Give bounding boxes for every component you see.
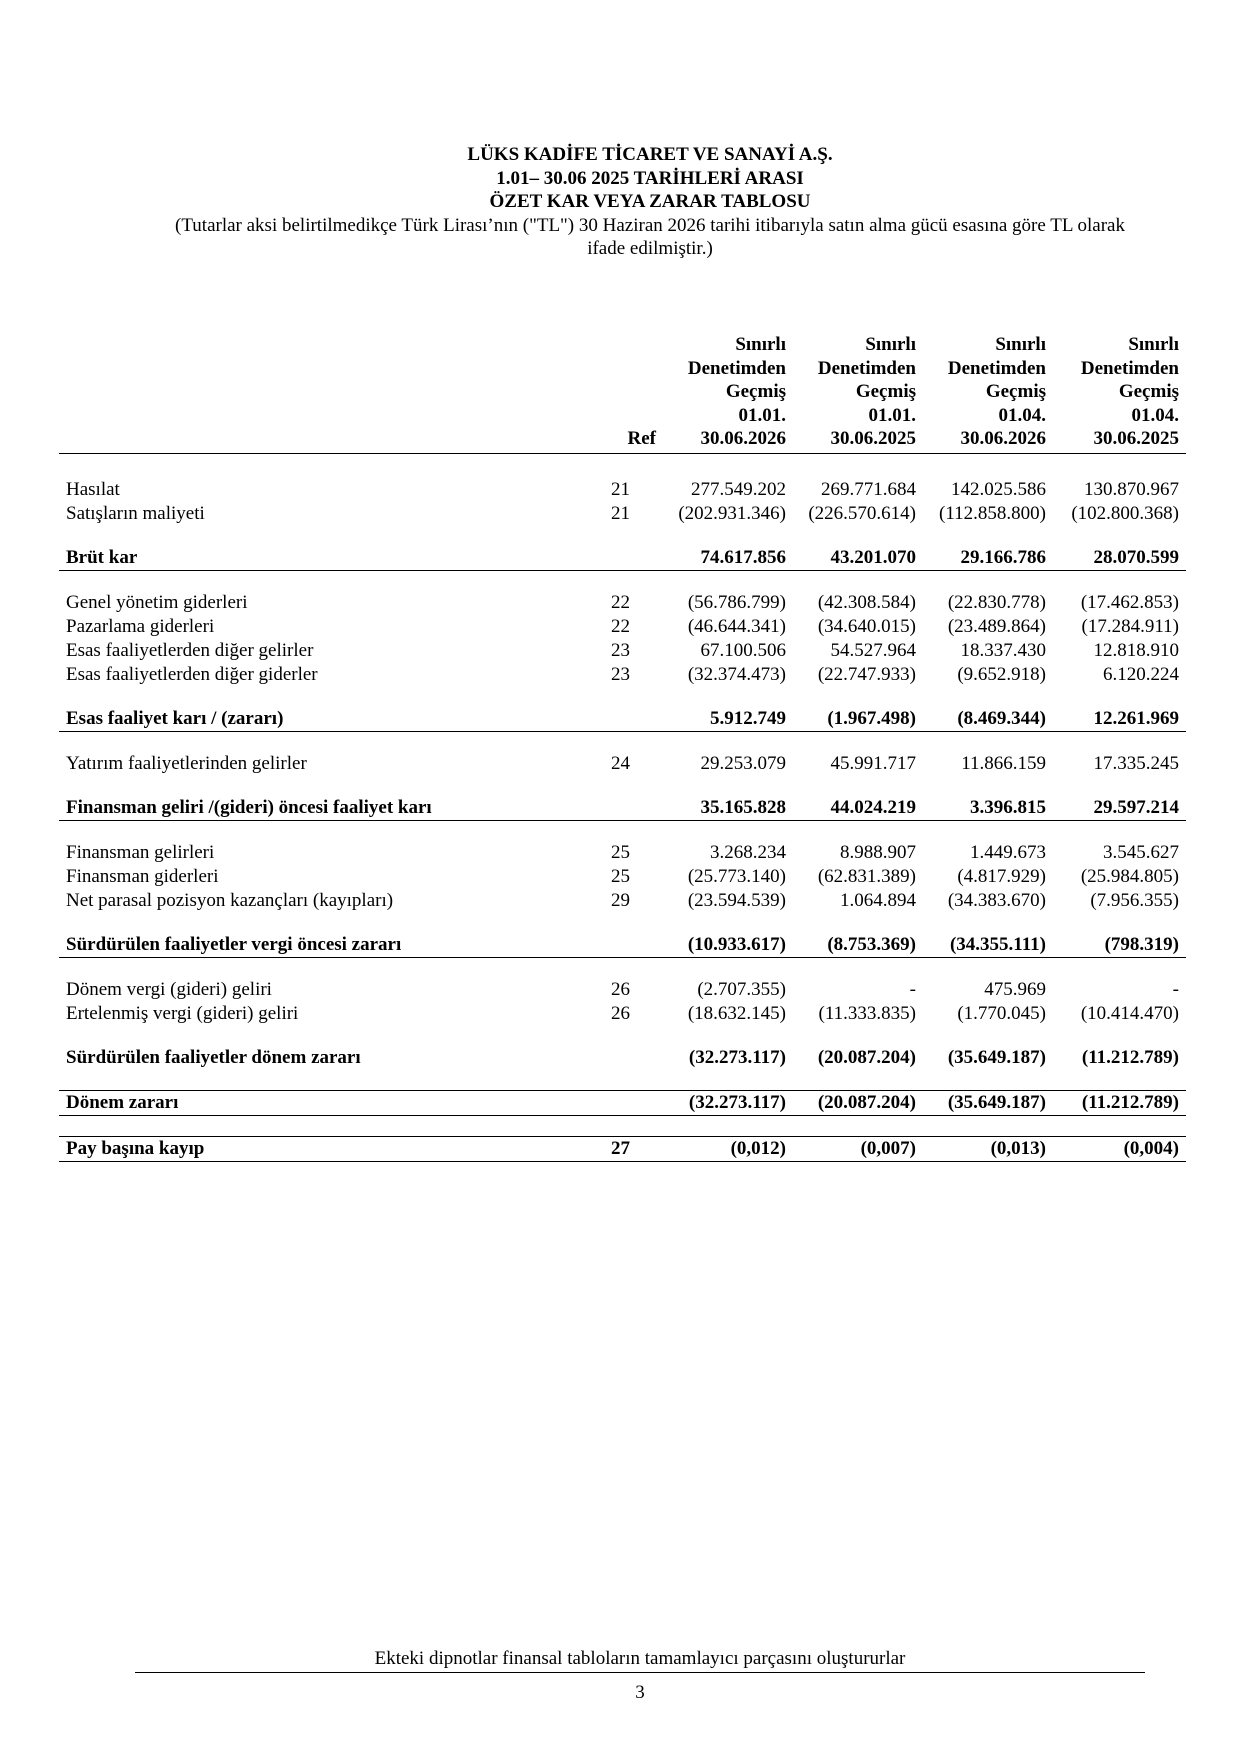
row-value: 11.866.159: [961, 752, 1046, 774]
row-ref: 24: [611, 752, 630, 774]
row-value: 269.771.684: [821, 478, 916, 500]
row-value: (32.374.473): [687, 663, 786, 685]
row-value: (9.652.918): [957, 663, 1046, 685]
row-label: Esas faaliyet karı / (zararı): [59, 707, 564, 732]
company-name: LÜKS KADİFE TİCARET VE SANAYİ A.Ş.: [467, 144, 833, 165]
row-ref: [564, 1046, 663, 1070]
row-surdurulen-donem: [59, 1046, 1186, 1070]
spacer-row: [59, 776, 1186, 796]
row-value: (112.858.800): [939, 502, 1046, 524]
column-header-line: 01.04.: [1131, 404, 1179, 426]
row-value: (0,004): [1053, 1136, 1186, 1161]
row-value: -: [1172, 978, 1179, 1000]
row-value: 12.818.910: [1093, 639, 1179, 661]
row-donem-zarari: [59, 1090, 1186, 1115]
row-hasilat: [59, 478, 1186, 502]
row-value: 6.120.224: [1103, 663, 1179, 685]
row-ref: [564, 933, 663, 958]
document-header: [100, 143, 1200, 261]
row-ref: 26: [611, 1002, 630, 1024]
row-value: 1.064.894: [840, 889, 916, 911]
spacer-row: [59, 526, 1186, 546]
row-value: (17.462.853): [1080, 591, 1179, 613]
column-header-line: Sınırlı: [1128, 334, 1179, 355]
row-label: Yatırım faaliyetlerinden gelirler: [66, 752, 307, 774]
row-value: (18.632.145): [687, 1002, 786, 1024]
row-value: -: [909, 978, 916, 1000]
row-value: (4.817.929): [957, 865, 1046, 887]
row-value: (102.800.368): [1071, 502, 1179, 524]
column-header-line: Sınırlı: [735, 334, 786, 355]
column-header-line: Sınırlı: [865, 334, 916, 355]
spacer-row: [59, 913, 1186, 933]
table-header-row: [59, 333, 1186, 453]
row-donem-vergi: [59, 978, 1186, 1002]
row-value: 28.070.599: [1053, 546, 1186, 571]
row-value: 29.166.786: [923, 546, 1053, 571]
row-value: (2.707.355): [697, 978, 786, 1000]
spacer-row: [59, 1026, 1186, 1046]
row-label: Dönem vergi (gideri) geliri: [66, 978, 272, 1000]
row-value: 45.991.717: [830, 752, 916, 774]
row-ref: [564, 707, 663, 732]
row-value: (17.284.911): [1081, 615, 1179, 637]
column-header-line: Denetimden: [687, 357, 786, 379]
row-ref: 21: [611, 478, 630, 500]
column-header-line: 01.01.: [868, 404, 916, 426]
row-ref: 23: [611, 663, 630, 685]
row-value: 12.261.969: [1053, 707, 1186, 732]
spacer-row: [59, 453, 1186, 478]
row-label: Finansman giderleri: [66, 865, 219, 887]
column-header-line: Sınırlı: [995, 334, 1046, 355]
row-finansman-gider: [59, 865, 1186, 889]
column-header-1: [663, 333, 793, 453]
column-header-4: [1053, 333, 1186, 453]
row-value: 8.988.907: [840, 841, 916, 863]
row-value: (32.273.117): [688, 1046, 786, 1068]
row-value: 29.253.079: [700, 752, 786, 774]
row-value: 35.165.828: [663, 796, 793, 821]
period-title: 1.01– 30.06 2025 TARİHLERİ ARASI: [496, 167, 804, 189]
row-ref: [564, 796, 663, 821]
spacer-row: [59, 957, 1186, 978]
row-label: Finansman gelirleri: [66, 841, 215, 863]
row-value: (226.570.614): [808, 502, 916, 524]
row-label: Esas faaliyetlerden diğer giderler: [66, 663, 318, 685]
row-label: Brüt kar: [59, 546, 564, 571]
row-ref: [564, 546, 663, 571]
row-value: (42.308.584): [817, 591, 916, 613]
row-satis-maliyeti: [59, 502, 1186, 526]
row-finansman-oncesi: [59, 796, 1186, 821]
label-column-header: [59, 333, 564, 453]
row-ref: 22: [611, 615, 630, 637]
statement-title: ÖZET KAR VEYA ZARAR TABLOSU: [489, 191, 811, 212]
spacer-row: [59, 731, 1186, 752]
row-ref: 22: [611, 591, 630, 613]
row-value: 67.100.506: [700, 639, 786, 661]
row-ref: [564, 1090, 663, 1115]
row-value: 3.545.627: [1103, 841, 1179, 863]
row-value: (22.830.778): [947, 591, 1046, 613]
row-label: Satışların maliyeti: [66, 502, 205, 524]
row-value: 43.201.070: [793, 546, 923, 571]
row-label: Esas faaliyetlerden diğer gelirler: [66, 639, 314, 661]
row-value: 277.549.202: [691, 478, 786, 500]
row-label: Sürdürülen faaliyetler dönem zararı: [66, 1046, 361, 1068]
row-value: (11.333.835): [818, 1002, 916, 1024]
row-label: Pay başına kayıp: [59, 1136, 564, 1161]
row-ref: 25: [611, 841, 630, 863]
row-value: (25.984.805): [1080, 865, 1179, 887]
row-value: (46.644.341): [687, 615, 786, 637]
row-value: (35.649.187): [947, 1046, 1046, 1068]
row-value: 17.335.245: [1093, 752, 1179, 774]
row-value: (20.087.204): [817, 1046, 916, 1068]
row-value: 142.025.586: [951, 478, 1046, 500]
column-header-line: 30.06.2025: [1093, 428, 1179, 449]
row-value: (0,007): [793, 1136, 923, 1161]
row-ref: 27: [564, 1136, 663, 1161]
row-value: (0,012): [663, 1136, 793, 1161]
row-value: (34.640.015): [817, 615, 916, 637]
footer-note: Ekteki dipnotlar finansal tabloların tamamlayıcı parçasını oluştururlar: [374, 1648, 906, 1669]
row-value: 3.396.815: [923, 796, 1053, 821]
row-esas-faaliyet: [59, 707, 1186, 732]
row-ref: 26: [611, 978, 630, 1000]
spacer-row: [59, 1115, 1186, 1136]
row-value: (35.649.187): [923, 1090, 1053, 1115]
column-header-line: Geçmiş: [855, 381, 916, 402]
row-genel-yonetim: [59, 591, 1186, 615]
row-ertelenmis-vergi: [59, 1002, 1186, 1026]
row-label: Genel yönetim giderleri: [66, 591, 248, 613]
row-value: (22.747.933): [817, 663, 916, 685]
row-label: Finansman geliri /(gideri) öncesi faaliyet karı: [59, 796, 564, 821]
row-yatirim-gelir: [59, 752, 1186, 776]
currency-note-line1: (Tutarlar aksi belirtilmedikçe Türk Lirası’nın ("TL") 30 Haziran 2026 tarihi itibarıyla satın alma gücü esasına göre TL olarak: [175, 214, 1125, 236]
row-value: 29.597.214: [1053, 796, 1186, 821]
row-ref: 25: [611, 865, 630, 887]
column-header-line: 01.04.: [998, 404, 1046, 426]
row-net-parasal: [59, 889, 1186, 913]
row-value: (10.414.470): [1080, 1002, 1179, 1024]
row-value: (10.933.617): [663, 933, 793, 958]
row-value: (798.319): [1053, 933, 1186, 958]
row-diger-giderler: [59, 663, 1186, 687]
row-value: 54.527.964: [830, 639, 916, 661]
column-header-line: Geçmiş: [985, 381, 1046, 402]
row-value: (56.786.799): [687, 591, 786, 613]
row-label: Ertelenmiş vergi (gideri) geliri: [66, 1002, 299, 1024]
page-number: 3: [635, 1682, 645, 1703]
row-value: (62.831.389): [817, 865, 916, 887]
column-header-line: Denetimden: [947, 357, 1046, 379]
row-value: 74.617.856: [663, 546, 793, 571]
row-value: (1.770.045): [957, 1002, 1046, 1024]
spacer-row: [59, 570, 1186, 591]
row-value: (34.355.111): [923, 933, 1053, 958]
column-header-3: [923, 333, 1053, 453]
row-value: 3.268.234: [710, 841, 786, 863]
row-value: (32.273.117): [663, 1090, 793, 1115]
row-value: 44.024.219: [793, 796, 923, 821]
row-finansman-gelir: [59, 841, 1186, 865]
column-header-line: 30.06.2025: [830, 428, 916, 449]
row-value: 1.449.673: [970, 841, 1046, 863]
row-ref: 21: [611, 502, 630, 524]
row-value: (8.469.344): [923, 707, 1053, 732]
column-header-2: [793, 333, 923, 453]
row-ref: 23: [611, 639, 630, 661]
footer-divider: [135, 1672, 1145, 1673]
row-pay-basina: [59, 1136, 1186, 1161]
row-diger-gelirler: [59, 639, 1186, 663]
row-pazarlama: [59, 615, 1186, 639]
row-value: (34.383.670): [947, 889, 1046, 911]
column-header-line: 30.06.2026: [700, 428, 786, 449]
row-value: (11.212.789): [1081, 1046, 1179, 1068]
row-value: (7.956.355): [1090, 889, 1179, 911]
column-header-line: Denetimden: [817, 357, 916, 379]
spacer-row: [59, 1070, 1186, 1091]
row-value: (25.773.140): [687, 865, 786, 887]
spacer-row: [59, 820, 1186, 841]
row-value: 130.870.967: [1084, 478, 1179, 500]
row-label: Sürdürülen faaliyetler vergi öncesi zararı: [59, 933, 564, 958]
column-header-line: Denetimden: [1080, 357, 1179, 379]
row-value: (1.967.498): [793, 707, 923, 732]
row-value: (20.087.204): [793, 1090, 923, 1115]
spacer-row: [59, 687, 1186, 707]
row-value: (11.212.789): [1053, 1090, 1186, 1115]
row-value: (202.931.346): [678, 502, 786, 524]
row-label: Net parasal pozisyon kazançları (kayıpları): [66, 889, 394, 911]
column-header-line: Geçmiş: [1118, 381, 1179, 402]
row-value: (23.489.864): [947, 615, 1046, 637]
row-value: 5.912.749: [663, 707, 793, 732]
column-header-line: 30.06.2026: [960, 428, 1046, 449]
column-header-line: 01.01.: [738, 404, 786, 426]
ref-column-header: Ref: [564, 333, 663, 453]
row-vergi-oncesi: [59, 933, 1186, 958]
row-value: (0,013): [923, 1136, 1053, 1161]
row-value: (23.594.539): [687, 889, 786, 911]
row-brut-kar: [59, 546, 1186, 571]
currency-note-line2: ifade edilmiştir.): [587, 238, 713, 259]
income-statement-table: [59, 333, 1186, 1162]
row-label: Pazarlama giderleri: [66, 615, 215, 637]
row-ref: 29: [611, 889, 630, 911]
row-value: (8.753.369): [793, 933, 923, 958]
row-value: 475.969: [984, 978, 1046, 1000]
row-value: 18.337.430: [960, 639, 1046, 661]
row-label: Hasılat: [66, 478, 120, 500]
row-label: Dönem zararı: [59, 1090, 564, 1115]
column-header-line: Geçmiş: [725, 381, 786, 402]
